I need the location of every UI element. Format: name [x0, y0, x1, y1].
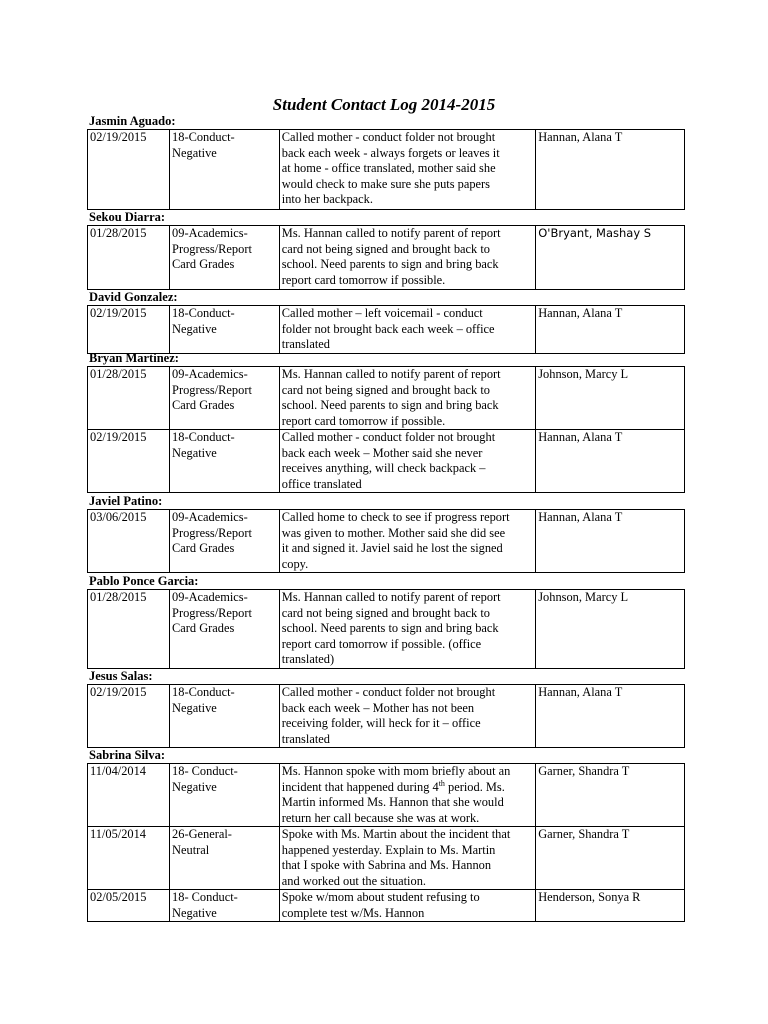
category-line: 26-General- [172, 827, 232, 841]
staff-name: Hannan, Alana T [536, 430, 685, 493]
note-line: receiving folder, will heck for it – office [281, 716, 481, 730]
category-line: Progress/Report [172, 525, 252, 540]
contact-note [279, 685, 535, 748]
student-name: Pablo Ponce Garcia: [89, 574, 199, 588]
student-name: Jesus Salas: [89, 669, 153, 683]
contact-table [87, 684, 685, 748]
category-line: 09-Academics- [172, 367, 248, 381]
note-line: card not being signed and brought back to [281, 605, 490, 620]
category-line: Card Grades [172, 541, 235, 555]
note-line: incident that happened during 4th period. Ms. [281, 778, 505, 794]
contact-category [170, 764, 280, 827]
category-line: 18- Conduct- [172, 764, 238, 778]
contact-date: 03/06/2015 [88, 510, 170, 573]
note-line: Called mother - conduct folder not brought [281, 430, 496, 444]
staff-name: Hannan, Alana T [536, 306, 685, 354]
contact-note [279, 306, 535, 354]
contact-note [279, 510, 535, 573]
student-name: Jasmin Aguado: [89, 114, 176, 128]
note-line: card not being signed and brought back to [281, 382, 490, 397]
contact-note [279, 764, 535, 827]
contact-table [87, 589, 685, 669]
student-name: Sabrina Silva: [89, 748, 166, 762]
contact-date: 02/05/2015 [88, 890, 170, 922]
note-line: Martin informed Ms. Hannon that she would [281, 795, 504, 809]
student-name: Bryan Martinez: [89, 351, 179, 365]
note-line: happened yesterday. Explain to Ms. Martin [281, 842, 496, 857]
contact-category [170, 226, 280, 290]
contact-date: 02/19/2015 [88, 306, 170, 354]
note-line: card not being signed and brought back to [281, 241, 490, 256]
contact-note [279, 130, 535, 210]
note-line: school. Need parents to sign and bring back [281, 398, 499, 412]
note-line: Spoke with Ms. Martin about the incident that [281, 827, 511, 841]
staff-name: Garner, Shandra T [536, 827, 685, 890]
note-line: at home - office translated, mother said she [281, 161, 496, 175]
note-line: back each week – Mother said she never [281, 445, 483, 460]
contact-table [87, 366, 685, 493]
contact-note [279, 367, 535, 430]
student-name: David Gonzalez: [89, 290, 178, 304]
category-line: 18-Conduct- [172, 685, 235, 699]
note-line: Called mother – left voicemail - conduct [281, 306, 483, 320]
category-line: Progress/Report [172, 605, 252, 620]
note-line: report card tomorrow if possible. [281, 413, 446, 428]
staff-name: Johnson, Marcy L [536, 590, 685, 669]
contact-category [170, 306, 280, 354]
contact-note [279, 827, 535, 890]
category-line: 09-Academics- [172, 510, 248, 524]
category-line: 18-Conduct- [172, 306, 235, 320]
contact-category [170, 130, 280, 210]
note-line: translated) [281, 652, 335, 666]
contact-date: 02/19/2015 [88, 685, 170, 748]
contact-date: 01/28/2015 [88, 367, 170, 430]
note-line: back each week - always forgets or leaves it [281, 145, 500, 160]
note-line: complete test w/Ms. Hannon [281, 905, 425, 920]
contact-date: 02/19/2015 [88, 430, 170, 493]
contact-category [170, 430, 280, 493]
contact-date: 01/28/2015 [88, 590, 170, 669]
note-line: into her backpack. [281, 192, 373, 206]
category-line: Negative [172, 905, 217, 920]
category-line: Card Grades [172, 257, 235, 271]
note-line: office translated [281, 476, 362, 491]
note-line: was given to mother. Mother said she did see [281, 525, 506, 540]
contact-note [279, 430, 535, 493]
note-line: report card tomorrow if possible. (office [281, 636, 482, 651]
contact-category [170, 685, 280, 748]
note-line: school. Need parents to sign and bring back [281, 257, 499, 271]
table-row [88, 764, 685, 827]
category-line: Card Grades [172, 398, 235, 412]
note-line: would check to make sure she puts papers [281, 176, 490, 191]
note-line: translated [281, 731, 330, 746]
contact-category [170, 590, 280, 669]
contact-category [170, 827, 280, 890]
contact-note [279, 590, 535, 669]
category-line: Progress/Report [172, 241, 252, 256]
category-line: Progress/Report [172, 382, 252, 397]
contact-table [87, 509, 685, 573]
category-line: 18- Conduct- [172, 890, 238, 904]
category-line: Card Grades [172, 621, 235, 635]
page-title: Student Contact Log 2014-2015 [272, 95, 496, 114]
student-name: Javiel Patino: [89, 494, 163, 508]
contact-note [279, 226, 535, 290]
category-line: Neutral [172, 842, 210, 857]
staff-name: O'Bryant, Mashay S [536, 226, 685, 290]
contact-category [170, 510, 280, 573]
category-line: 18-Conduct- [172, 430, 235, 444]
contact-table [87, 305, 685, 354]
note-line: receives anything, will check backpack – [281, 461, 486, 475]
note-line: and worked out the situation. [281, 873, 426, 888]
category-line: 18-Conduct- [172, 130, 235, 144]
table-row [88, 590, 685, 669]
table-row [88, 685, 685, 748]
note-line: copy. [281, 556, 309, 571]
contact-table [87, 129, 685, 210]
table-row [88, 890, 685, 922]
table-row [88, 367, 685, 430]
note-line: translated [281, 337, 330, 351]
note-line: Ms. Hannan called to notify parent of report [281, 226, 501, 240]
table-row [88, 306, 685, 354]
table-row [88, 510, 685, 573]
contact-category [170, 890, 280, 922]
table-row [88, 827, 685, 890]
table-row [88, 226, 685, 290]
note-line: it and signed it. Javiel said he lost the signed [281, 541, 503, 555]
note-line: Ms. Hannan called to notify parent of report [281, 590, 501, 604]
note-line: Spoke w/mom about student refusing to [281, 890, 480, 904]
staff-name: Garner, Shandra T [536, 764, 685, 827]
category-line: Negative [172, 779, 217, 794]
note-line: Called mother - conduct folder not brought [281, 130, 496, 144]
note-line: back each week – Mother has not been [281, 700, 475, 715]
contact-note [279, 890, 535, 922]
staff-name: Hannan, Alana T [536, 685, 685, 748]
contact-date: 02/19/2015 [88, 130, 170, 210]
category-line: Negative [172, 321, 217, 336]
category-line: Negative [172, 700, 217, 715]
category-line: Negative [172, 445, 217, 460]
contact-table [87, 225, 685, 290]
note-line: school. Need parents to sign and bring back [281, 621, 499, 635]
note-line: Called mother - conduct folder not brought [281, 685, 496, 699]
note-line: Ms. Hannon spoke with mom briefly about an [281, 764, 511, 778]
contact-date: 11/04/2014 [88, 764, 170, 827]
student-name: Sekou Diarra: [89, 210, 166, 224]
contact-date: 01/28/2015 [88, 226, 170, 290]
note-line: Ms. Hannan called to notify parent of report [281, 367, 501, 381]
category-line: Negative [172, 145, 217, 160]
staff-name: Hannan, Alana T [536, 130, 685, 210]
note-line: return her call because she was at work. [281, 810, 480, 825]
category-line: 09-Academics- [172, 590, 248, 604]
category-line: 09-Academics- [172, 226, 248, 240]
note-line: Called home to check to see if progress report [281, 510, 510, 524]
note-line: report card tomorrow if possible. [281, 272, 446, 287]
contact-category [170, 367, 280, 430]
staff-name: Hannan, Alana T [536, 510, 685, 573]
staff-name: Henderson, Sonya R [536, 890, 685, 922]
note-line: that I spoke with Sabrina and Ms. Hannon [281, 858, 492, 872]
note-line: folder not brought back each week – office [281, 321, 495, 336]
table-row [88, 430, 685, 493]
staff-name: Johnson, Marcy L [536, 367, 685, 430]
table-row [88, 130, 685, 210]
contact-table [87, 763, 685, 922]
contact-date: 11/05/2014 [88, 827, 170, 890]
